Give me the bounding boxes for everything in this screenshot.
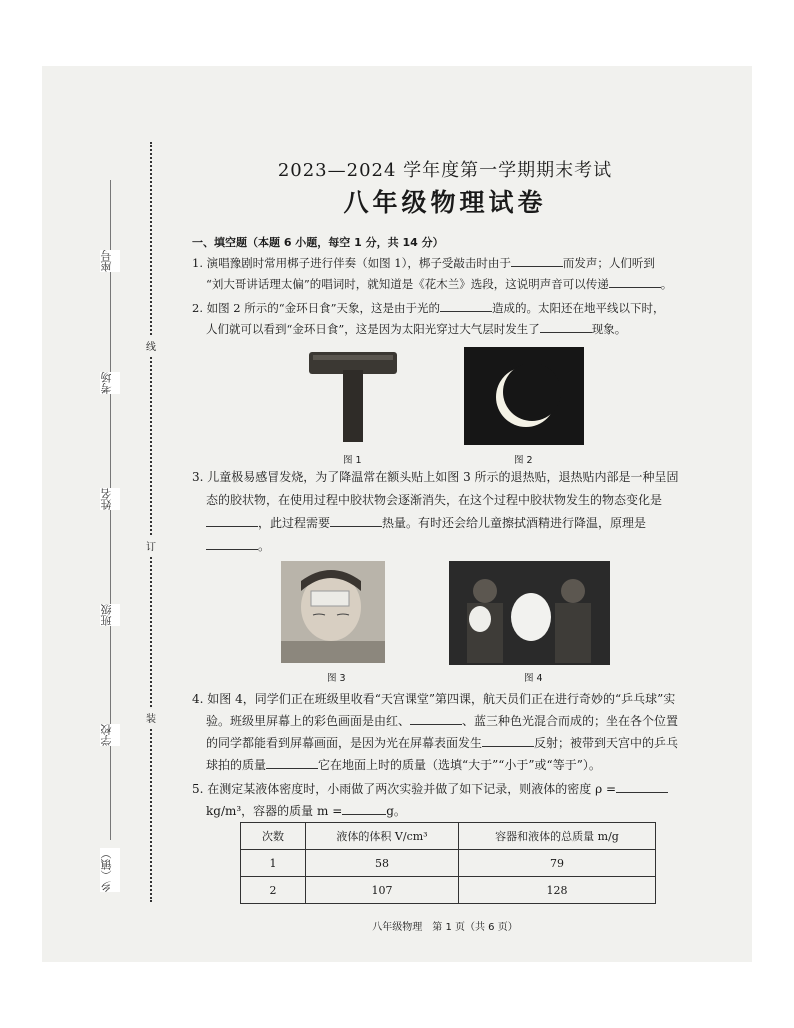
eclipse-image [464,347,584,445]
q1-text: 。 [660,277,673,291]
table-header: 次数 [241,823,306,850]
answer-blank[interactable] [266,756,318,769]
q4-text: 它在地面上时的质量（选填“大于”“小于”或“等于”）。 [318,758,601,772]
clapper-image [303,348,403,444]
q2-text: 人们就可以看到“金环日食”，这是因为太阳光穿过大气层时发生了 [206,322,540,336]
bind-word-zhuang: 装 [144,708,158,727]
exam-year-title: 2023—2024 学年度第一学期期末考试 [277,160,613,181]
answer-blank[interactable] [511,254,563,267]
question-2 [192,298,712,340]
q5-text: 5. 在测定某液体密度时，小雨做了两次实验并做了如下记录，则液体的密度 ρ = [192,782,617,796]
q3-text: 。 [258,539,271,553]
q5-text: g。 [386,804,406,818]
q4-text: 、蓝三种色光混合而成的；坐在各个位置 [462,714,679,728]
figure-1-clapper [303,348,403,444]
margin-school-label: 学校 [100,724,120,746]
q1-text: 而发声；人们听到 [562,256,655,270]
figure-4-caption: 图 4 [524,673,543,684]
figure-3-caption: 图 3 [327,673,346,684]
margin-name-label: 姓名 [100,488,120,510]
q4-text: 验。班级里屏幕上的彩色画面是由红、 [206,714,411,728]
margin-room-label: 考场 [100,372,120,394]
bind-word-line: 线 [144,336,158,355]
exam-main-title: 八年级物理试卷 [343,188,547,217]
margin-seat-label: 座号 [100,250,120,272]
table-cell: 107 [306,877,459,904]
q3-text: 3. 儿童极易感冒发烧，为了降温常在额头贴上如图 3 所示的退热贴，退热贴内部是一种呈固 [192,470,679,484]
question-5 [192,778,712,822]
answer-blank[interactable] [609,275,661,288]
table-cell: 128 [459,877,656,904]
record-table [240,822,656,904]
q2-text: 2. 如图 2 所示的“金环日食”天象，这是由于光的 [192,301,441,315]
q3-text: 热量。有时还会给儿童擦拭酒精进行降温，原理是 [382,516,647,530]
question-1 [192,253,712,295]
answer-blank[interactable] [342,802,386,815]
table-cell: 58 [306,850,459,877]
bind-word-ding: 订 [144,536,158,555]
answer-blank[interactable] [206,537,258,550]
answer-blank[interactable] [410,712,462,725]
margin-class-label: 班级 [100,604,120,626]
figure-2-eclipse [464,347,584,445]
answer-blank[interactable] [616,780,668,793]
figure-4-astronauts [449,561,610,665]
answer-blank[interactable] [206,514,258,527]
table-header: 液体的体积 V/cm³ [306,823,459,850]
table-cell: 79 [459,850,656,877]
table-row [241,850,656,877]
q3-text: 态的胶状物，在使用过程中胶状物会逐渐消失，在这个过程中胶状物发生的物态变化是 [206,493,663,507]
answer-blank[interactable] [540,320,592,333]
margin-township-label: 乡（镇） [100,848,120,892]
page-footer: 八年级物理 第 1 页（共 6 页） [372,922,518,933]
binding-dotted-line [150,142,152,902]
question-4 [192,688,712,776]
q3-text: ，此过程需要 [258,516,331,530]
table-header-row [241,823,656,850]
figure-2-caption: 图 2 [514,455,533,466]
answer-blank[interactable] [330,514,382,527]
q4-text: 4. 如图 4，同学们正在班级里收看“天宫课堂”第四课，航天员们正在进行奇妙的“乒乓球”实 [192,692,676,706]
q2-text: 现象。 [591,322,627,336]
child-photo [281,561,385,663]
table-cell: 1 [241,850,306,877]
q2-text: 造成的。太阳还在地平线以下时， [492,301,665,315]
answer-blank[interactable] [440,299,492,312]
section-heading: 一、填空题（本题 6 小题，每空 1 分，共 14 分） [192,236,444,249]
q1-text: “刘大哥讲话理太偏”的唱词时，就知道是《花木兰》选段，这说明声音可以传递 [206,277,609,291]
q1-text: 1. 演唱豫剧时常用梆子进行伴奏（如图 1），梆子受敲击时由于 [192,256,511,270]
table-row [241,877,656,904]
table-cell: 2 [241,877,306,904]
q4-text: 反射；被带到天宫中的乒乓 [534,736,679,750]
answer-blank[interactable] [482,734,534,747]
astronaut-photo [449,561,610,665]
figure-1-caption: 图 1 [343,455,362,466]
figure-3-child [281,561,385,663]
q4-text: 球拍的质量 [206,758,267,772]
q4-text: 的同学都能看到屏幕画面，是因为光在屏幕表面发生 [206,736,483,750]
q5-text: kg/m³，容器的质量 m = [206,804,343,818]
question-3 [192,466,712,558]
table-header: 容器和液体的总质量 m/g [459,823,656,850]
